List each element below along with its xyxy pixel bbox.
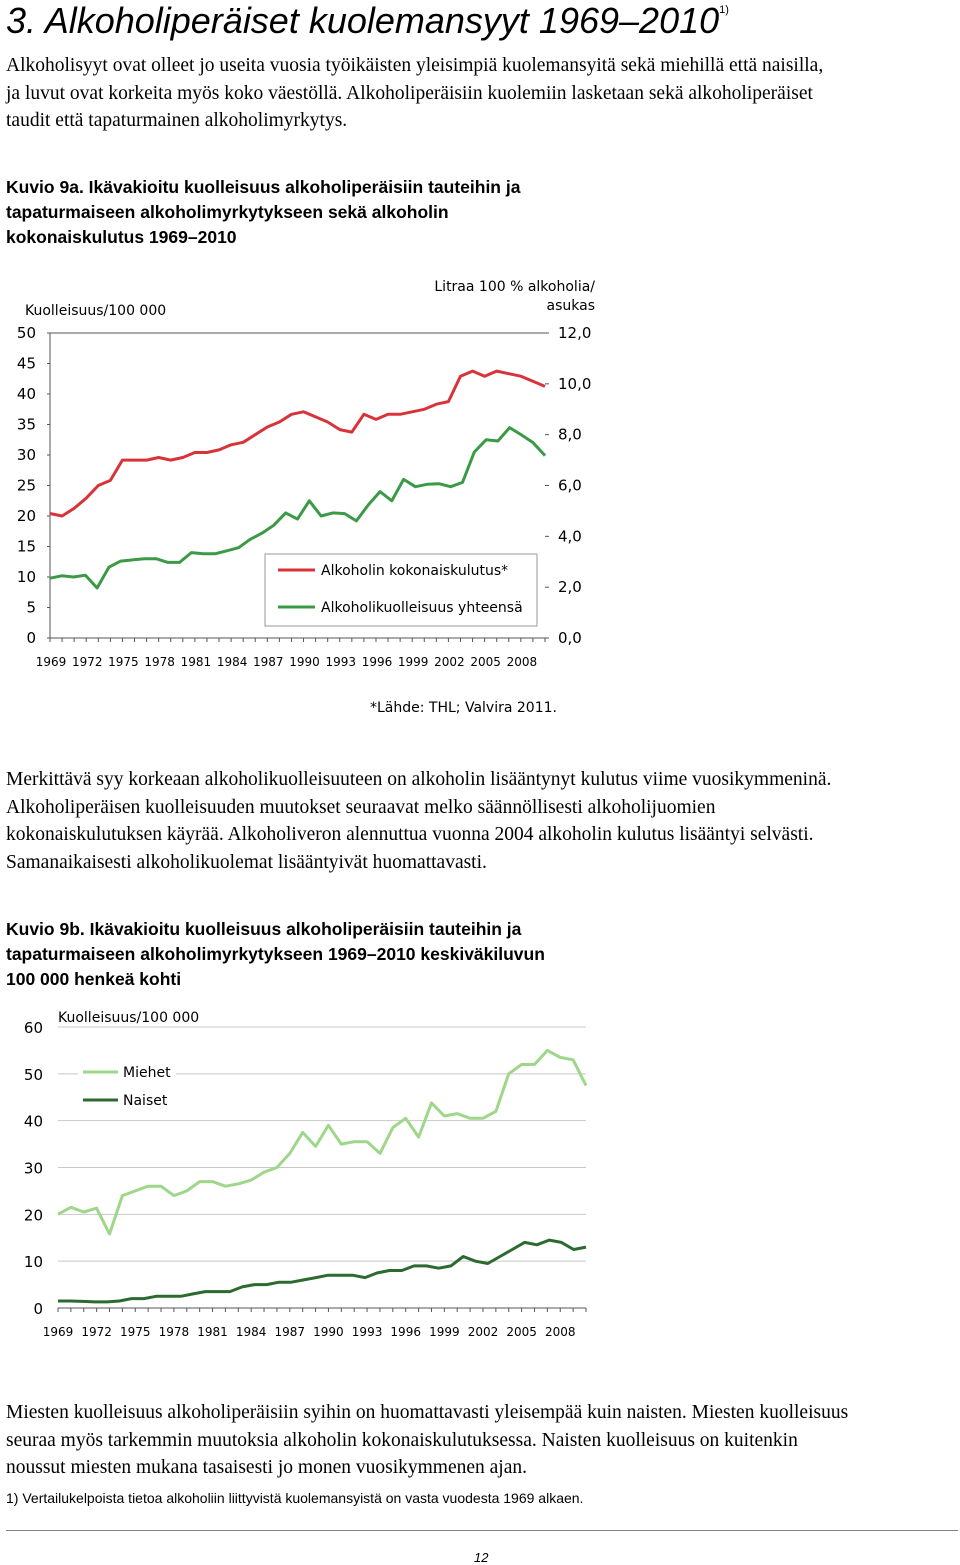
left-tick-label: 20 xyxy=(16,507,36,525)
figure-a-title-line: kokonaiskulutus 1969–2010 xyxy=(6,227,237,247)
right-tick-label: 0,0 xyxy=(558,629,582,647)
x-tick-label: 2005 xyxy=(470,655,501,669)
axis-label: Kuolleisuus/100 000 xyxy=(58,1010,200,1026)
figure-a-title-line: tapaturmaiseen alkoholimyrkytykseen sekä alkoholin xyxy=(6,202,449,222)
figure-b-title-line: 100 000 henkeä kohti xyxy=(6,969,182,989)
middle-paragraph xyxy=(6,766,831,876)
figure-b-title-line: tapaturmaiseen alkoholimyrkytykseen 1969–2010 keskiväkiluvun xyxy=(6,944,545,964)
figure-b-title xyxy=(6,917,545,992)
middle-line: Merkittävä syy korkeaan alkoholikuolleisuuteen on alkoholin lisääntynyt kulutus viime vuosikymmeninä. xyxy=(6,769,832,790)
figure-a-chart xyxy=(0,265,960,725)
x-tick-label: 1972 xyxy=(81,1325,112,1339)
x-tick-label: 1981 xyxy=(197,1325,228,1339)
x-tick-label: 1972 xyxy=(71,655,103,669)
x-tick-label: 1996 xyxy=(390,1325,421,1339)
left-tick-label: 45 xyxy=(16,354,36,373)
y-tick-label: 60 xyxy=(23,1019,43,1037)
right-tick-label: 12,0 xyxy=(558,324,592,342)
left-tick-label: 15 xyxy=(16,537,36,556)
closing-paragraph xyxy=(6,1399,848,1482)
x-tick-label: 1975 xyxy=(119,1325,151,1339)
x-tick-label: 1990 xyxy=(313,1325,344,1339)
right-tick-label: 4,0 xyxy=(558,527,582,546)
right-tick-label: 2,0 xyxy=(558,578,582,597)
middle-line: Samanaikaisesti alkoholikuolemat lisääntyivät huomattavasti. xyxy=(6,851,487,873)
figure-b-legend xyxy=(78,1058,176,1114)
figure-b-title-line: Kuvio 9b. Ikävakioitu kuolleisuus alkoholiperäisiin tauteihin ja xyxy=(6,919,522,939)
left-tick-label: 30 xyxy=(16,446,36,464)
y-tick-label: 10 xyxy=(23,1253,43,1272)
x-tick-label: 1978 xyxy=(158,1325,190,1339)
x-tick-label: 2002 xyxy=(467,1325,499,1339)
x-tick-label: 1984 xyxy=(216,655,248,669)
intro-line: taudit että tapaturmainen alkoholimyrkytys. xyxy=(6,110,348,131)
legend-label-consumption: Alkoholin kokonaiskulutus* xyxy=(321,563,509,579)
intro-paragraph xyxy=(6,52,823,135)
closing-line: seuraa myös tarkemmin muutoksia alkoholin kokonaiskulutuksessa. Naisten kuolleisuus on kuitenkin xyxy=(6,1429,798,1451)
left-axis-label: Kuolleisuus/100 000 xyxy=(25,303,167,319)
x-tick-label: 2008 xyxy=(544,1325,576,1339)
figure-a-legend xyxy=(265,554,537,626)
right-axis-label-line2: asukas xyxy=(546,298,595,314)
x-tick-label: 2005 xyxy=(506,1325,537,1339)
x-tick-label: 1969 xyxy=(35,655,67,669)
left-tick-label: 50 xyxy=(16,324,36,342)
page-heading xyxy=(6,0,729,42)
legend-label-women: Naiset xyxy=(123,1093,168,1109)
x-tick-label: 1993 xyxy=(351,1325,383,1339)
left-tick-label: 25 xyxy=(16,476,36,495)
left-tick-label: 5 xyxy=(26,598,36,617)
x-tick-label: 1969 xyxy=(42,1325,74,1339)
left-tick-label: 40 xyxy=(16,385,36,403)
x-tick-label: 1984 xyxy=(235,1325,267,1339)
closing-line: Miesten kuolleisuus alkoholiperäisiin syihin on huomattavasti yleisempää kuin naisten. Miesten kuolleisuus xyxy=(6,1402,849,1423)
y-tick-label: 30 xyxy=(23,1159,43,1178)
right-tick-label: 6,0 xyxy=(558,476,582,495)
middle-line: Alkoholiperäisen kuolleisuuden muutokset seuraavat melko säännöllisesti alkoholijuomien xyxy=(6,796,716,818)
legend-label-total-mortality: Alkoholikuolleisuus yhteensä xyxy=(321,600,523,616)
y-tick-label: 20 xyxy=(23,1206,43,1225)
x-tick-label: 1978 xyxy=(144,655,175,669)
y-tick-label: 40 xyxy=(23,1112,43,1131)
figure-a-title xyxy=(6,175,520,250)
x-tick-label: 2002 xyxy=(434,655,465,669)
intro-line: Alkoholisyyt ovat olleet jo useita vuosia työikäisten yleisimpiä kuolemansyitä sekä miehillä että naisilla, xyxy=(6,55,824,76)
heading-title: 3. Alkoholiperäiset kuolemansyyt 1969–2010 xyxy=(6,0,720,41)
left-tick-label: 35 xyxy=(16,415,36,434)
y-tick-label: 50 xyxy=(23,1065,43,1084)
x-tick-label: 1990 xyxy=(289,655,320,669)
series-line-women xyxy=(58,1240,586,1302)
y-tick-label: 0 xyxy=(33,1300,43,1318)
x-tick-label: 1999 xyxy=(397,655,429,669)
x-tick-label: 1987 xyxy=(253,655,284,669)
footer-divider xyxy=(6,1530,958,1531)
x-tick-label: 2008 xyxy=(506,655,538,669)
x-tick-label: 1993 xyxy=(325,655,357,669)
legend-label-men: Miehet xyxy=(123,1065,171,1081)
figure-a-source: *Lähde: THL; Valvira 2011. xyxy=(370,700,557,716)
footnote: 1) Vertailukelpoista tietoa alkoholiin liittyvistä kuolemansyistä on vasta vuodesta 1969 alkaen. xyxy=(6,1490,584,1506)
left-tick-label: 0 xyxy=(26,629,36,647)
left-tick-label: 10 xyxy=(16,568,36,586)
heading-footnote-mark: 1) xyxy=(719,4,729,16)
closing-line: noussut miesten mukana tasaisesti jo monen vuosikymmenen ajan. xyxy=(6,1457,527,1478)
x-tick-label: 1975 xyxy=(108,655,139,669)
figure-a-title-line: Kuvio 9a. Ikävakioitu kuolleisuus alkoholiperäisiin tauteihin ja xyxy=(6,177,521,197)
x-tick-label: 1981 xyxy=(180,655,212,669)
x-tick-label: 1987 xyxy=(274,1325,306,1339)
figure-b-chart xyxy=(0,1000,960,1345)
x-tick-label: 1996 xyxy=(361,655,393,669)
page-number: 12 xyxy=(474,1550,489,1565)
right-tick-label: 10,0 xyxy=(558,374,592,393)
series-line-consumption xyxy=(50,371,545,516)
right-tick-label: 8,0 xyxy=(558,425,582,444)
x-tick-label: 1999 xyxy=(429,1325,460,1339)
middle-line: kokonaiskulutuksen käyrää. Alkoholiveron alennuttua vuonna 2004 alkoholin kulutus lisääntyi selvästi. xyxy=(6,824,814,845)
intro-line: ja luvut ovat korkeita myös koko väestöllä. Alkoholiperäisiin kuolemiin lasketaan sekä alkoholiperäiset xyxy=(6,82,813,104)
right-axis-label-line1: Litraa 100 % alkoholia/ xyxy=(434,279,595,295)
